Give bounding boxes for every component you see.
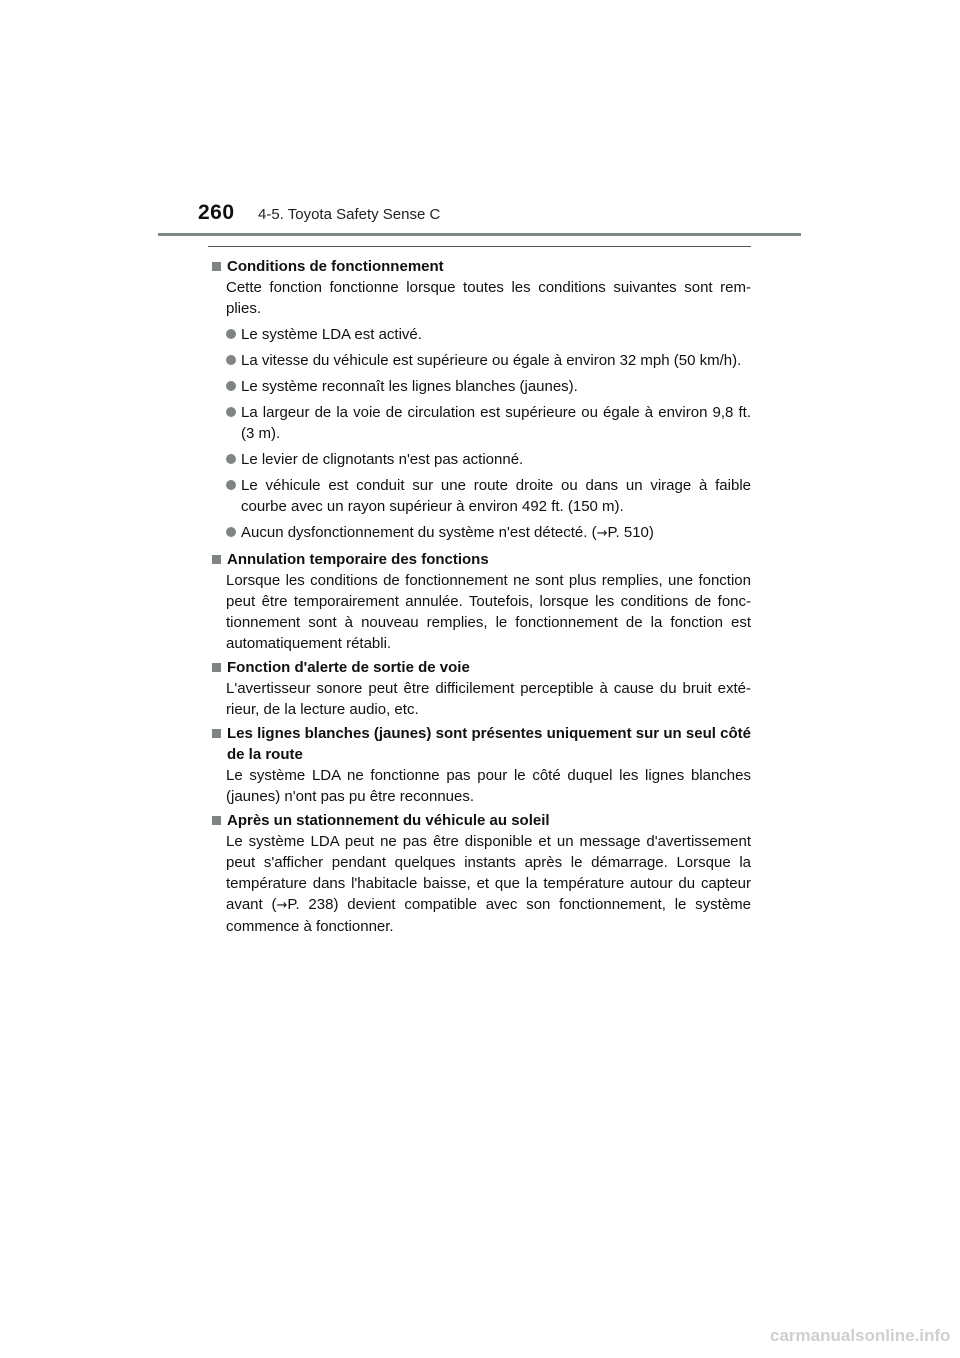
page-ref-arrow-icon: → [276, 898, 288, 913]
section-lane-departure-alert [210, 657, 751, 720]
body-text-start: Le système LDA peut ne pas être disponible et un message d'avertissement peut s'afficher pendant quelques instants après le démarrage. Lorsque la température dans l'habitacle baisse, et que la température autour du capteur avant ( [226, 833, 751, 913]
section-title: 4-5. Toyota Safety Sense C [258, 206, 441, 223]
page-content [210, 256, 751, 937]
section-heading-text: Annulation temporaire des fonctions [227, 551, 489, 568]
round-bullet-icon [226, 480, 236, 490]
section-intro: Cette fonction fonctionne lorsque toutes les conditions suivantes sont rem-plies. [226, 279, 751, 317]
list-item [226, 522, 751, 544]
list-item-text: Le levier de clignotants n'est pas actionné. [241, 451, 524, 468]
round-bullet-icon [226, 527, 236, 537]
list-item-text: Le véhicule est conduit sur une route droite ou dans un virage à faible courbe avec un rayon supérieur à environ 492 ft. (150 m). [241, 477, 751, 515]
round-bullet-icon [226, 381, 236, 391]
list-item-text-start: Aucun dysfonctionnement du système n'est détecté. ( [241, 524, 597, 541]
section-temporary-cancel [210, 549, 751, 654]
section-body-text: Lorsque les conditions de fonctionnement ne sont plus remplies, une fonction peut être temporairement annulée. Toutefois, lorsque les conditions de fonc-tionnement sont à nouveau remplies, le fonctionnement de la fonction est automatiquement rétabli. [226, 572, 751, 652]
section-heading [210, 657, 751, 678]
list-item-text: Le système reconnaît les lignes blanches (jaunes). [241, 378, 578, 395]
round-bullet-icon [226, 329, 236, 339]
list-item [226, 402, 751, 444]
list-item-text [241, 522, 751, 544]
list-item [226, 324, 751, 345]
list-item [226, 376, 751, 397]
section-heading-text: Conditions de fonctionnement [227, 258, 444, 275]
section-heading [210, 723, 751, 765]
section-heading [210, 549, 751, 570]
square-bullet-icon [212, 729, 221, 738]
section-parked-in-sun [210, 810, 751, 937]
section-body-text: Le système LDA ne fonctionne pas pour le côté duquel les lignes blanches (jaunes) n'ont pas pu être reconnues. [226, 767, 751, 805]
list-item [226, 350, 751, 371]
list-item-text: La vitesse du véhicule est supérieure ou égale à environ 32 mph (50 km/h). [241, 352, 742, 369]
page-number: 260 [198, 201, 235, 224]
watermark: carmanualsonline.info [770, 1326, 951, 1345]
section-body-text [210, 831, 751, 937]
round-bullet-icon [226, 454, 236, 464]
page-header [0, 0, 960, 240]
section-body-text: L'avertisseur sonore peut être difficilement perceptible à cause du bruit exté-rieur, de la lecture audio, etc. [226, 680, 751, 718]
list-item [226, 475, 751, 517]
section-heading [210, 256, 751, 277]
page-ref-arrow-icon: → [596, 526, 608, 541]
square-bullet-icon [212, 262, 221, 271]
condition-list [226, 324, 751, 544]
square-bullet-icon [212, 816, 221, 825]
square-bullet-icon [212, 663, 221, 672]
round-bullet-icon [226, 407, 236, 417]
page-reference[interactable]: P. 510) [607, 524, 654, 541]
round-bullet-icon [226, 355, 236, 365]
square-bullet-icon [212, 555, 221, 564]
section-one-side-lines [210, 723, 751, 807]
section-body [210, 277, 751, 544]
page-reference[interactable]: P. 238) devient compatible avec son fonctionnement, le système commence à fonctionner. [226, 896, 751, 935]
list-item [226, 449, 751, 470]
section-heading-text: Après un stationnement du véhicule au soleil [227, 812, 550, 829]
section-heading [210, 810, 751, 831]
list-item-text: Le système LDA est activé. [241, 326, 422, 343]
list-item-text: La largeur de la voie de circulation est supérieure ou égale à environ 9,8 ft. (3 m). [241, 404, 751, 442]
header-rule [158, 233, 801, 236]
section-conditions [210, 256, 751, 544]
content-rule [208, 246, 751, 247]
section-heading-text: Les lignes blanches (jaunes) sont présentes uniquement sur un seul côté de la route [227, 725, 751, 763]
section-heading-text: Fonction d'alerte de sortie de voie [227, 659, 470, 676]
